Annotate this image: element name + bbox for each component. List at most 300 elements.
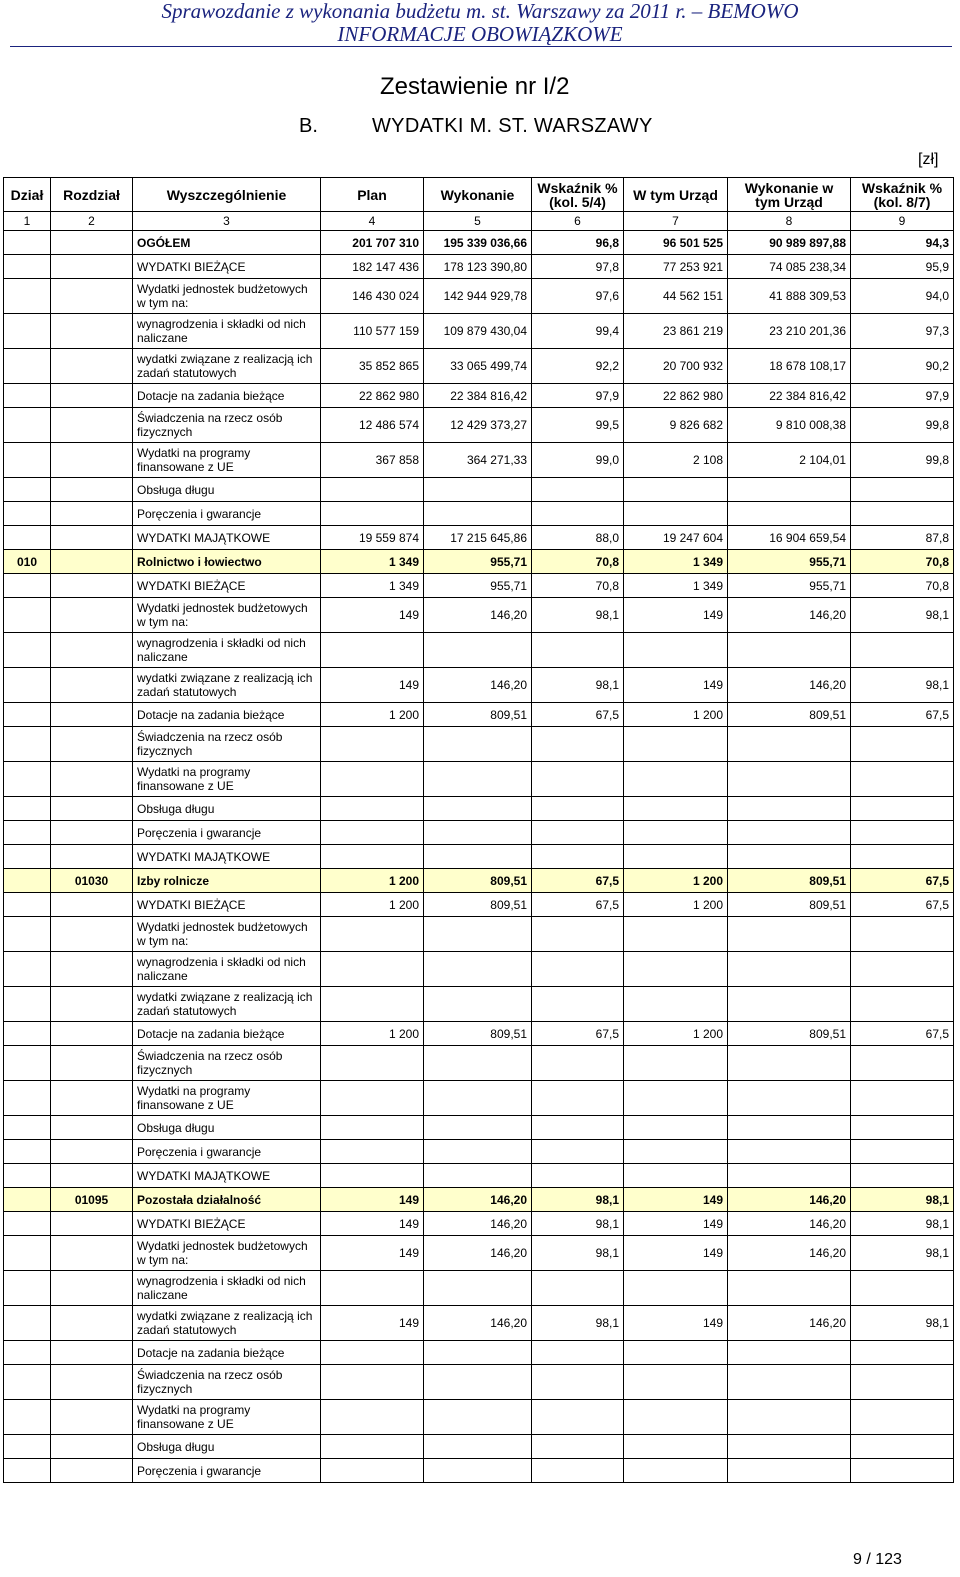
ratio-cell xyxy=(532,987,624,1022)
office-ratio-cell: 95,9 xyxy=(851,255,954,279)
office-execution-cell xyxy=(728,1140,851,1164)
plan-cell xyxy=(321,1116,424,1140)
execution-cell xyxy=(424,845,532,869)
office-ratio-cell: 67,5 xyxy=(851,869,954,893)
plan-cell: 149 xyxy=(321,1306,424,1341)
column-header: Wskaźnik % (kol. 5/4) xyxy=(532,178,624,212)
office-ratio-cell xyxy=(851,1365,954,1400)
plan-cell: 1 200 xyxy=(321,1022,424,1046)
execution-cell: 809,51 xyxy=(424,893,532,917)
plan-cell xyxy=(321,727,424,762)
table-row xyxy=(4,1365,954,1400)
execution-cell xyxy=(424,1365,532,1400)
table-row xyxy=(4,1116,954,1140)
ratio-cell xyxy=(532,917,624,952)
office-ratio-cell xyxy=(851,952,954,987)
execution-cell xyxy=(424,1046,532,1081)
office-plan-cell: 77 253 921 xyxy=(624,255,728,279)
office-ratio-cell: 67,5 xyxy=(851,703,954,727)
header-divider xyxy=(10,46,952,47)
rozdzial-cell xyxy=(51,279,133,314)
office-plan-cell: 1 200 xyxy=(624,1022,728,1046)
execution-cell xyxy=(424,1116,532,1140)
ratio-cell xyxy=(532,762,624,797)
office-ratio-cell: 97,3 xyxy=(851,314,954,349)
description-cell: Wydatki jednostek budżetowych w tym na: xyxy=(133,598,321,633)
office-ratio-cell xyxy=(851,1164,954,1188)
office-execution-cell xyxy=(728,1081,851,1116)
dzial-cell xyxy=(4,1306,51,1341)
dzial-cell xyxy=(4,349,51,384)
rozdzial-cell xyxy=(51,384,133,408)
execution-cell xyxy=(424,1435,532,1459)
office-plan-cell xyxy=(624,1341,728,1365)
description-cell: WYDATKI MAJĄTKOWE xyxy=(133,1164,321,1188)
report-header-title: Sprawozdanie z wykonania budżetu m. st. Warszawy za 2011 r. – BEMOWO xyxy=(161,0,799,23)
office-plan-cell xyxy=(624,1271,728,1306)
office-execution-cell: 146,20 xyxy=(728,668,851,703)
dzial-cell xyxy=(4,1046,51,1081)
table-row xyxy=(4,1341,954,1365)
description-cell: Izby rolnicze xyxy=(133,869,321,893)
ratio-cell: 98,1 xyxy=(532,1306,624,1341)
office-plan-cell: 22 862 980 xyxy=(624,384,728,408)
rozdzial-cell xyxy=(51,727,133,762)
plan-cell: 146 430 024 xyxy=(321,279,424,314)
ratio-cell: 98,1 xyxy=(532,1188,624,1212)
office-plan-cell: 149 xyxy=(624,1188,728,1212)
table-row xyxy=(4,821,954,845)
office-ratio-cell xyxy=(851,1459,954,1483)
description-cell: Poręczenia i gwarancje xyxy=(133,821,321,845)
table-row xyxy=(4,279,954,314)
office-execution-cell: 146,20 xyxy=(728,598,851,633)
table-row xyxy=(4,762,954,797)
rozdzial-cell xyxy=(51,987,133,1022)
dzial-cell xyxy=(4,598,51,633)
office-ratio-cell xyxy=(851,727,954,762)
office-execution-cell: 955,71 xyxy=(728,550,851,574)
office-plan-cell: 149 xyxy=(624,668,728,703)
office-plan-cell xyxy=(624,727,728,762)
rozdzial-cell xyxy=(51,1116,133,1140)
ratio-cell xyxy=(532,1271,624,1306)
ratio-cell xyxy=(532,1140,624,1164)
rozdzial-cell xyxy=(51,574,133,598)
plan-cell xyxy=(321,1341,424,1365)
office-execution-cell xyxy=(728,917,851,952)
description-cell: Dotacje na zadania bieżące xyxy=(133,384,321,408)
office-execution-cell: 809,51 xyxy=(728,703,851,727)
dzial-cell xyxy=(4,1435,51,1459)
office-execution-cell xyxy=(728,502,851,526)
office-plan-cell: 1 349 xyxy=(624,550,728,574)
dzial-cell xyxy=(4,893,51,917)
dzial-cell xyxy=(4,1116,51,1140)
office-plan-cell: 20 700 932 xyxy=(624,349,728,384)
column-number: 7 xyxy=(624,212,728,231)
description-cell: Świadczenia na rzecz osób fizycznych xyxy=(133,727,321,762)
execution-cell: 955,71 xyxy=(424,550,532,574)
office-ratio-cell xyxy=(851,478,954,502)
ratio-cell xyxy=(532,1435,624,1459)
table-row xyxy=(4,1022,954,1046)
description-cell: Wydatki na programy finansowane z UE xyxy=(133,762,321,797)
table-row xyxy=(4,314,954,349)
ratio-cell xyxy=(532,1081,624,1116)
description-cell: Wydatki jednostek budżetowych w tym na: xyxy=(133,279,321,314)
office-execution-cell: 146,20 xyxy=(728,1236,851,1271)
ratio-cell: 67,5 xyxy=(532,869,624,893)
column-header: Dział xyxy=(4,178,51,212)
office-plan-cell: 1 200 xyxy=(624,703,728,727)
rozdzial-cell xyxy=(51,550,133,574)
column-number: 9 xyxy=(851,212,954,231)
ratio-cell: 96,8 xyxy=(532,231,624,255)
plan-cell: 367 858 xyxy=(321,443,424,478)
ratio-cell xyxy=(532,727,624,762)
dzial-cell xyxy=(4,703,51,727)
office-ratio-cell xyxy=(851,1140,954,1164)
office-ratio-cell: 98,1 xyxy=(851,1212,954,1236)
table-row xyxy=(4,231,954,255)
description-cell: OGÓŁEM xyxy=(133,231,321,255)
description-cell: Obsługa długu xyxy=(133,1116,321,1140)
office-plan-cell: 23 861 219 xyxy=(624,314,728,349)
office-execution-cell xyxy=(728,987,851,1022)
plan-cell: 19 559 874 xyxy=(321,526,424,550)
office-execution-cell: 41 888 309,53 xyxy=(728,279,851,314)
dzial-cell xyxy=(4,502,51,526)
rozdzial-cell xyxy=(51,845,133,869)
office-execution-cell xyxy=(728,1164,851,1188)
rozdzial-cell xyxy=(51,526,133,550)
rozdzial-cell xyxy=(51,502,133,526)
dzial-cell xyxy=(4,845,51,869)
office-plan-cell: 96 501 525 xyxy=(624,231,728,255)
plan-cell xyxy=(321,1081,424,1116)
plan-cell: 149 xyxy=(321,1236,424,1271)
ratio-cell: 99,5 xyxy=(532,408,624,443)
plan-cell: 1 200 xyxy=(321,869,424,893)
plan-cell: 149 xyxy=(321,1212,424,1236)
plan-cell: 35 852 865 xyxy=(321,349,424,384)
dzial-cell xyxy=(4,526,51,550)
rozdzial-cell xyxy=(51,762,133,797)
dzial-cell xyxy=(4,917,51,952)
statement-title: Zestawienie nr I/2 xyxy=(380,73,570,100)
dzial-cell xyxy=(4,1236,51,1271)
dzial-cell xyxy=(4,987,51,1022)
dzial-cell xyxy=(4,668,51,703)
execution-cell xyxy=(424,1271,532,1306)
description-cell: Wydatki jednostek budżetowych w tym na: xyxy=(133,1236,321,1271)
office-plan-cell xyxy=(624,821,728,845)
table-row xyxy=(4,1306,954,1341)
ratio-cell: 67,5 xyxy=(532,1022,624,1046)
office-ratio-cell xyxy=(851,633,954,668)
ratio-cell: 98,1 xyxy=(532,668,624,703)
column-header: Wyszczególnienie xyxy=(133,178,321,212)
execution-cell: 809,51 xyxy=(424,869,532,893)
section-letter: B. xyxy=(299,115,318,137)
rozdzial-cell xyxy=(51,443,133,478)
column-number: 1 xyxy=(4,212,51,231)
office-execution-cell xyxy=(728,1271,851,1306)
plan-cell: 149 xyxy=(321,598,424,633)
table-row xyxy=(4,1081,954,1116)
description-cell: Świadczenia na rzecz osób fizycznych xyxy=(133,1046,321,1081)
plan-cell xyxy=(321,1365,424,1400)
dzial-cell xyxy=(4,314,51,349)
office-execution-cell xyxy=(728,952,851,987)
execution-cell: 109 879 430,04 xyxy=(424,314,532,349)
rozdzial-cell xyxy=(51,1212,133,1236)
ratio-cell xyxy=(532,821,624,845)
office-execution-cell xyxy=(728,845,851,869)
plan-cell xyxy=(321,478,424,502)
rozdzial-cell xyxy=(51,1435,133,1459)
dzial-cell xyxy=(4,869,51,893)
table-row xyxy=(4,408,954,443)
ratio-cell: 70,8 xyxy=(532,550,624,574)
execution-cell: 146,20 xyxy=(424,1306,532,1341)
rozdzial-cell xyxy=(51,1236,133,1271)
table-row xyxy=(4,255,954,279)
plan-cell: 1 200 xyxy=(321,893,424,917)
execution-cell: 146,20 xyxy=(424,668,532,703)
office-execution-cell xyxy=(728,1400,851,1435)
dzial-cell: 010 xyxy=(4,550,51,574)
ratio-cell: 97,8 xyxy=(532,255,624,279)
office-plan-cell: 1 200 xyxy=(624,893,728,917)
page-number: 9 / 123 xyxy=(853,1551,902,1568)
office-ratio-cell: 94,3 xyxy=(851,231,954,255)
rozdzial-cell xyxy=(51,1081,133,1116)
rozdzial-cell xyxy=(51,893,133,917)
office-plan-cell xyxy=(624,762,728,797)
table-row-section xyxy=(4,1188,954,1212)
office-ratio-cell xyxy=(851,502,954,526)
plan-cell xyxy=(321,917,424,952)
dzial-cell xyxy=(4,1188,51,1212)
description-cell: WYDATKI BIEŻĄCE xyxy=(133,893,321,917)
office-ratio-cell xyxy=(851,1400,954,1435)
office-ratio-cell: 70,8 xyxy=(851,550,954,574)
execution-cell xyxy=(424,478,532,502)
dzial-cell xyxy=(4,797,51,821)
dzial-cell xyxy=(4,1022,51,1046)
office-plan-cell xyxy=(624,633,728,668)
description-cell: wydatki związane z realizacją ich zadań statutowych xyxy=(133,668,321,703)
office-execution-cell: 22 384 816,42 xyxy=(728,384,851,408)
description-cell: WYDATKI MAJĄTKOWE xyxy=(133,526,321,550)
office-plan-cell: 1 200 xyxy=(624,869,728,893)
column-number: 6 xyxy=(532,212,624,231)
description-cell: WYDATKI BIEŻĄCE xyxy=(133,1212,321,1236)
table-row xyxy=(4,1271,954,1306)
office-ratio-cell xyxy=(851,987,954,1022)
execution-cell: 146,20 xyxy=(424,1236,532,1271)
table-row xyxy=(4,917,954,952)
office-ratio-cell: 99,8 xyxy=(851,408,954,443)
office-ratio-cell xyxy=(851,1046,954,1081)
office-plan-cell: 1 349 xyxy=(624,574,728,598)
dzial-cell xyxy=(4,762,51,797)
dzial-cell xyxy=(4,478,51,502)
table-row xyxy=(4,797,954,821)
description-cell: Poręczenia i gwarancje xyxy=(133,1459,321,1483)
office-execution-cell: 90 989 897,88 xyxy=(728,231,851,255)
ratio-cell: 97,6 xyxy=(532,279,624,314)
office-execution-cell: 809,51 xyxy=(728,1022,851,1046)
dzial-cell xyxy=(4,1164,51,1188)
office-execution-cell: 809,51 xyxy=(728,869,851,893)
office-plan-cell xyxy=(624,1140,728,1164)
expenditure-table xyxy=(3,177,954,1483)
dzial-cell xyxy=(4,727,51,762)
execution-cell xyxy=(424,1164,532,1188)
description-cell: WYDATKI BIEŻĄCE xyxy=(133,255,321,279)
description-cell: Wydatki na programy finansowane z UE xyxy=(133,1081,321,1116)
rozdzial-cell xyxy=(51,633,133,668)
execution-cell xyxy=(424,987,532,1022)
ratio-cell: 67,5 xyxy=(532,703,624,727)
office-ratio-cell: 98,1 xyxy=(851,598,954,633)
dzial-cell xyxy=(4,1459,51,1483)
office-ratio-cell xyxy=(851,762,954,797)
office-execution-cell: 2 104,01 xyxy=(728,443,851,478)
rozdzial-cell: 01030 xyxy=(51,869,133,893)
description-cell: Rolnictwo i łowiectwo xyxy=(133,550,321,574)
table-row xyxy=(4,598,954,633)
rozdzial-cell xyxy=(51,703,133,727)
dzial-cell xyxy=(4,1081,51,1116)
description-cell: WYDATKI BIEŻĄCE xyxy=(133,574,321,598)
office-ratio-cell xyxy=(851,1081,954,1116)
description-cell: Pozostała działalność xyxy=(133,1188,321,1212)
rozdzial-cell xyxy=(51,478,133,502)
description-cell: wynagrodzenia i składki od nich naliczane xyxy=(133,1271,321,1306)
description-cell: Wydatki na programy finansowane z UE xyxy=(133,1400,321,1435)
description-cell: wydatki związane z realizacją ich zadań statutowych xyxy=(133,987,321,1022)
office-execution-cell: 9 810 008,38 xyxy=(728,408,851,443)
table-row xyxy=(4,478,954,502)
execution-cell: 178 123 390,80 xyxy=(424,255,532,279)
plan-cell xyxy=(321,797,424,821)
plan-cell xyxy=(321,845,424,869)
ratio-cell xyxy=(532,1459,624,1483)
ratio-cell: 99,4 xyxy=(532,314,624,349)
column-number: 5 xyxy=(424,212,532,231)
ratio-cell xyxy=(532,1046,624,1081)
rozdzial-cell xyxy=(51,821,133,845)
dzial-cell xyxy=(4,255,51,279)
ratio-cell: 92,2 xyxy=(532,349,624,384)
office-plan-cell xyxy=(624,502,728,526)
plan-cell xyxy=(321,1140,424,1164)
ratio-cell xyxy=(532,502,624,526)
office-plan-cell xyxy=(624,1459,728,1483)
office-ratio-cell: 70,8 xyxy=(851,574,954,598)
office-plan-cell xyxy=(624,1400,728,1435)
office-ratio-cell: 90,2 xyxy=(851,349,954,384)
dzial-cell xyxy=(4,952,51,987)
description-cell: wydatki związane z realizacją ich zadań statutowych xyxy=(133,349,321,384)
description-cell: Poręczenia i gwarancje xyxy=(133,1140,321,1164)
plan-cell: 1 200 xyxy=(321,703,424,727)
table-row xyxy=(4,1435,954,1459)
column-header: Plan xyxy=(321,178,424,212)
office-ratio-cell: 98,1 xyxy=(851,1306,954,1341)
table-row xyxy=(4,1212,954,1236)
ratio-cell xyxy=(532,478,624,502)
office-plan-cell xyxy=(624,478,728,502)
office-execution-cell xyxy=(728,821,851,845)
office-ratio-cell: 87,8 xyxy=(851,526,954,550)
dzial-cell xyxy=(4,408,51,443)
plan-cell: 12 486 574 xyxy=(321,408,424,443)
description-cell: Świadczenia na rzecz osób fizycznych xyxy=(133,408,321,443)
plan-cell: 22 862 980 xyxy=(321,384,424,408)
office-execution-cell xyxy=(728,797,851,821)
plan-cell xyxy=(321,1459,424,1483)
office-execution-cell: 18 678 108,17 xyxy=(728,349,851,384)
office-ratio-cell xyxy=(851,1341,954,1365)
office-execution-cell: 809,51 xyxy=(728,893,851,917)
office-plan-cell xyxy=(624,1046,728,1081)
office-ratio-cell: 67,5 xyxy=(851,1022,954,1046)
office-plan-cell xyxy=(624,952,728,987)
office-plan-cell xyxy=(624,917,728,952)
table-row-section xyxy=(4,869,954,893)
execution-cell: 12 429 373,27 xyxy=(424,408,532,443)
office-plan-cell: 19 247 604 xyxy=(624,526,728,550)
office-plan-cell xyxy=(624,1116,728,1140)
table-row xyxy=(4,1046,954,1081)
office-ratio-cell xyxy=(851,1435,954,1459)
office-ratio-cell: 98,1 xyxy=(851,668,954,703)
execution-cell: 146,20 xyxy=(424,598,532,633)
execution-cell: 955,71 xyxy=(424,574,532,598)
rozdzial-cell xyxy=(51,1046,133,1081)
office-plan-cell xyxy=(624,1435,728,1459)
table-row xyxy=(4,349,954,384)
execution-cell: 142 944 929,78 xyxy=(424,279,532,314)
office-plan-cell: 149 xyxy=(624,1306,728,1341)
ratio-cell: 98,1 xyxy=(532,598,624,633)
table-row xyxy=(4,384,954,408)
table-row xyxy=(4,1459,954,1483)
execution-cell xyxy=(424,762,532,797)
plan-cell xyxy=(321,502,424,526)
dzial-cell xyxy=(4,1341,51,1365)
office-execution-cell: 74 085 238,34 xyxy=(728,255,851,279)
plan-cell xyxy=(321,633,424,668)
table-row xyxy=(4,633,954,668)
dzial-cell xyxy=(4,279,51,314)
description-cell: Dotacje na zadania bieżące xyxy=(133,1022,321,1046)
execution-cell: 809,51 xyxy=(424,1022,532,1046)
dzial-cell xyxy=(4,1400,51,1435)
description-cell: Obsługa długu xyxy=(133,1435,321,1459)
description-cell: wynagrodzenia i składki od nich naliczane xyxy=(133,633,321,668)
description-cell: Obsługa długu xyxy=(133,478,321,502)
office-execution-cell: 16 904 659,54 xyxy=(728,526,851,550)
office-execution-cell xyxy=(728,727,851,762)
execution-cell xyxy=(424,1081,532,1116)
table-row xyxy=(4,526,954,550)
